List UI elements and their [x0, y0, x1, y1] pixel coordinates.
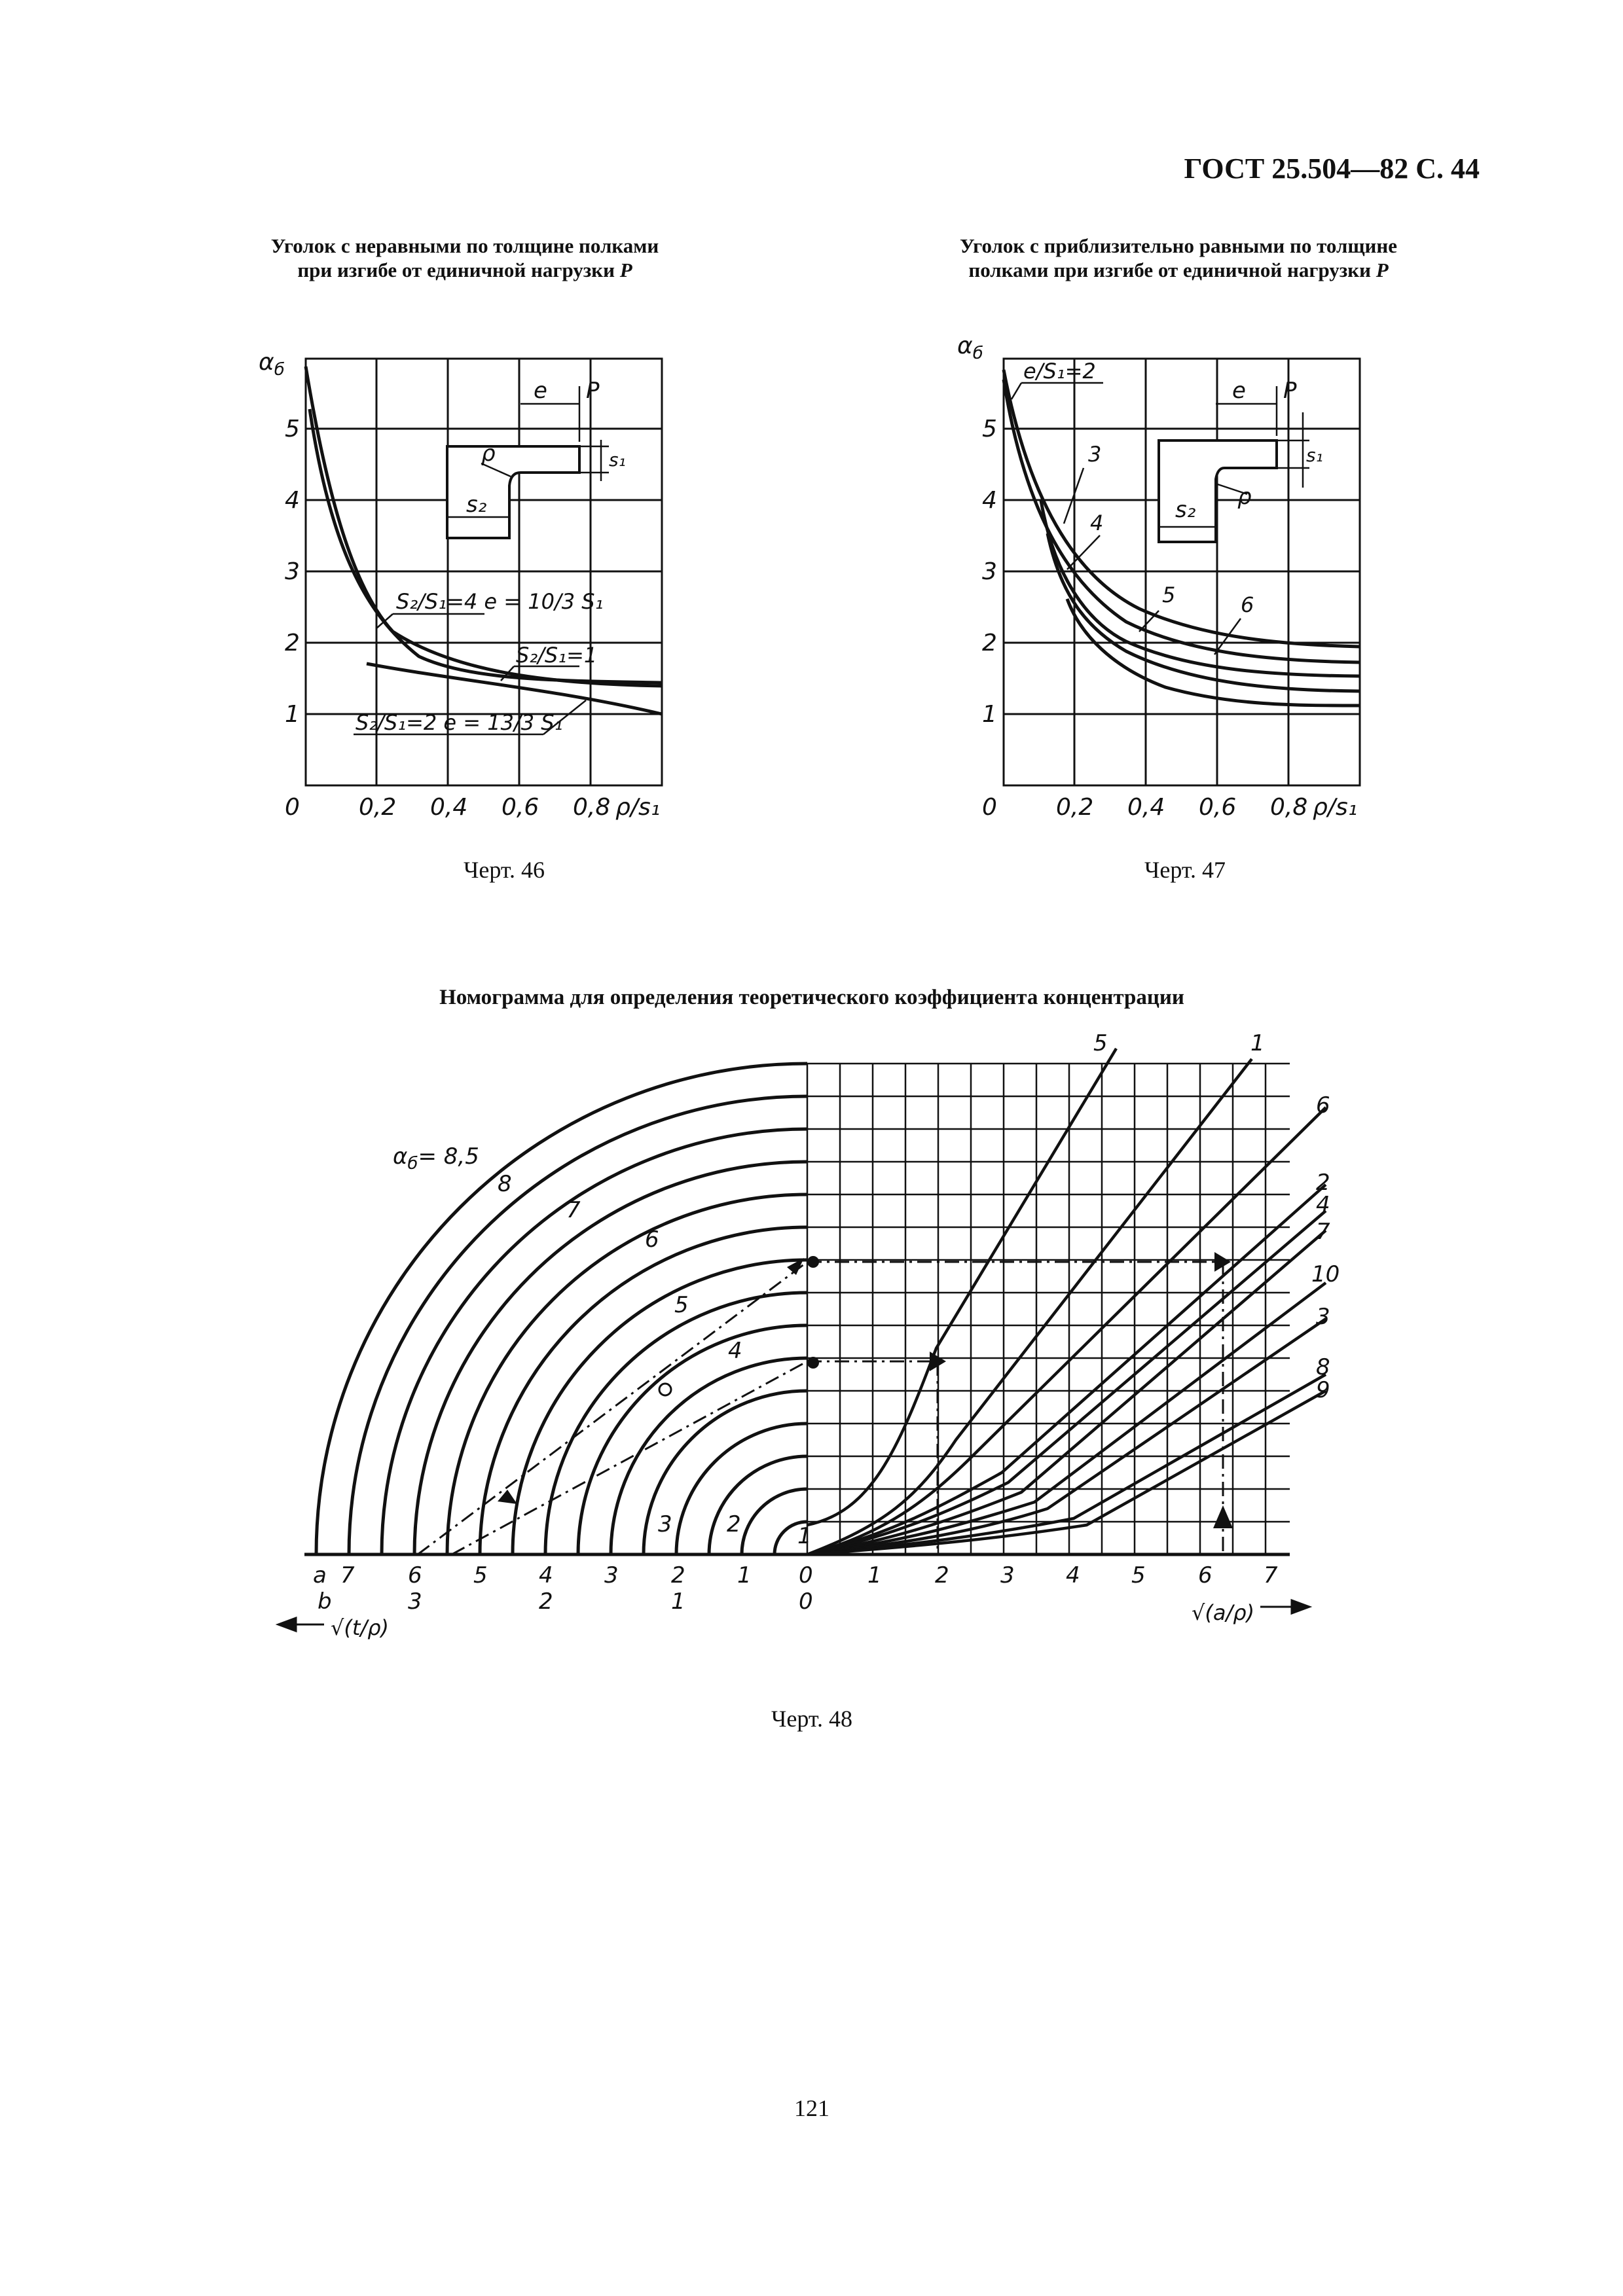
chart48-grid	[807, 1064, 1290, 1554]
chart46-y-tick-2: 2	[285, 630, 300, 656]
chart48-ray-label-8: 8	[1316, 1354, 1330, 1380]
chart48-right-3: 3	[1000, 1562, 1015, 1588]
chart47-label-5: 5	[1162, 583, 1176, 607]
chart48-ray-2	[807, 1185, 1326, 1554]
chart48-left-a-6: 6	[408, 1562, 422, 1588]
chart47-label-3: 3	[1088, 442, 1102, 467]
chart48-alpha-label: $\alpha_б= 8,5$	[393, 1143, 479, 1174]
chart48-ray-6	[807, 1107, 1326, 1554]
chart48-left-a-3: 3	[604, 1562, 619, 1588]
chart47-curve-5	[1048, 533, 1360, 691]
chart47-axis-labels	[957, 332, 1357, 821]
chart48-left-axis-label: √(t/ρ)	[331, 1615, 389, 1640]
chart48-scale-labels	[313, 1562, 1278, 1640]
chart48-left-a-1: 1	[737, 1562, 752, 1588]
chart48	[278, 1030, 1340, 1640]
chart46-inset-s2: s₂	[466, 492, 487, 518]
chart47-title-line2: полками при изгибе от единичной нагрузки P	[968, 258, 1389, 281]
chart47-x-tick-06: 0,6	[1199, 794, 1237, 821]
chart48-rays	[807, 1049, 1326, 1554]
chart47-x-tick-04: 0,4	[1127, 794, 1165, 821]
chart48-arc	[545, 1293, 807, 1554]
chart47-y-tick-2: 2	[982, 630, 997, 656]
chart48-arc-label-1: 1	[797, 1523, 812, 1549]
chart46-x-tick-02: 0,2	[359, 794, 397, 821]
chart46-inset-s1: s₁	[609, 449, 626, 471]
chart48-arc	[709, 1456, 807, 1554]
chart47	[957, 332, 1360, 821]
document-header: ГОСТ 25.504—82 С. 44	[1184, 152, 1480, 185]
chart48-left-b-0: 0	[799, 1588, 813, 1615]
chart48-arrow-5	[1213, 1505, 1233, 1528]
chart47-inset-s1: s₁	[1306, 444, 1323, 466]
chart47-label-2: e/S₁=2	[1023, 359, 1096, 384]
chart48-arc	[414, 1162, 807, 1554]
chart48-row-b-label: b	[318, 1588, 332, 1615]
chart46-x-tick-04: 0,4	[430, 794, 468, 821]
chart48-arc	[316, 1064, 807, 1554]
chart46-label-s2s1-4: S₂/S₁=4 e = 10/3 S₁	[396, 589, 604, 614]
chart46-y-tick-1: 1	[285, 701, 300, 728]
chart48-ray-label-4: 4	[1316, 1192, 1330, 1218]
chart48-left-a-5: 5	[473, 1562, 488, 1588]
chart46-inset-P: P	[586, 378, 600, 404]
chart48-arc-label-2: 2	[727, 1511, 741, 1537]
chart48-right-6: 6	[1198, 1562, 1213, 1588]
chart48-ray-label-9: 9	[1316, 1377, 1330, 1403]
chart48-right-5: 5	[1131, 1562, 1146, 1588]
chart48-labels	[393, 1030, 1340, 1549]
chart46-y-tick-4: 4	[285, 487, 300, 514]
chart48-right-2: 2	[935, 1562, 949, 1588]
chart46-caption: Черт. 46	[464, 857, 545, 883]
chart47-inset-s2: s₂	[1175, 497, 1196, 523]
chart46-x-tick-08: 0,8	[573, 794, 611, 821]
chart48-arc-label-4: 4	[728, 1338, 742, 1364]
chart48-arc-label-5: 5	[674, 1292, 689, 1318]
chart46-title-line2: при изгибе от единичной нагрузки P	[297, 258, 632, 281]
chart48-arc-label-6: 6	[645, 1227, 659, 1253]
chart48-right-1: 1	[867, 1562, 882, 1588]
chart48-open-point	[659, 1384, 671, 1395]
chart47-title-line1: Уголок с приблизительно равными по толщине	[959, 234, 1398, 257]
chart46-label-s2s1-2: S₂/S₁=2 e = 13/3 S₁	[356, 710, 563, 735]
chart46-x-tick-0: 0	[285, 794, 300, 821]
chart48-left-b-1: 1	[671, 1588, 685, 1615]
chart48-right-axis-label: √(a/ρ)	[1192, 1600, 1255, 1625]
chart46	[259, 349, 662, 821]
chart47-inset-e: e	[1232, 378, 1246, 404]
chart46-curve-s2s1-2	[367, 664, 662, 714]
chart47-x-tick-02: 0,2	[1056, 794, 1094, 821]
chart48-ray-label-7: 7	[1316, 1219, 1330, 1245]
chart47-inset-P: P	[1283, 378, 1297, 404]
chart46-inset-rho: ρ	[481, 440, 496, 467]
chart48-arcs	[316, 1064, 807, 1554]
chart48-left-a-7: 7	[340, 1562, 355, 1588]
chart46-label-s2s1-1: S₂/S₁=1	[516, 643, 598, 668]
chart46-inset-e: e	[534, 378, 547, 404]
chart48-ray-label-2: 2	[1316, 1170, 1330, 1196]
chart48-left-a-2: 2	[671, 1562, 685, 1588]
chart48-arc-label-7: 7	[566, 1197, 581, 1223]
chart48-right-4: 4	[1066, 1562, 1080, 1588]
chart48-left-a-0: 0	[799, 1562, 813, 1588]
chart48-ray-label-5: 5	[1093, 1030, 1108, 1056]
chart48-row-a-label: a	[313, 1562, 327, 1588]
chart47-y-tick-3: 3	[982, 558, 997, 585]
chart48-arc-label-3: 3	[658, 1511, 672, 1537]
chart48-caption: Черт. 48	[771, 1706, 852, 1732]
chart47-inset-rho: ρ	[1237, 484, 1252, 510]
chart46-axis-labels	[259, 349, 660, 821]
chart47-curve-labels	[1023, 359, 1254, 617]
chart47-caption: Черт. 47	[1144, 857, 1226, 883]
chart46-title-line1: Уголок с неравными по толщине полками	[270, 234, 659, 257]
chart48-left-a-4: 4	[539, 1562, 553, 1588]
chart48-ray-label-3: 3	[1316, 1304, 1330, 1330]
chart48-arc	[382, 1129, 807, 1554]
chart47-y-axis-label: $\alpha_б$	[957, 332, 983, 363]
chart48-ray-label-6: 6	[1316, 1092, 1330, 1119]
chart48-arc	[513, 1260, 807, 1554]
chart48-point-alpha4	[807, 1357, 819, 1369]
chart46-curves	[306, 367, 662, 714]
chart47-x-tick-08: 0,8	[1270, 794, 1308, 821]
chart48-left-b-2: 2	[539, 1588, 553, 1615]
chart47-y-tick-5: 5	[982, 416, 997, 442]
chart48-ray-label-1: 1	[1250, 1030, 1265, 1056]
page-number: 121	[794, 2095, 830, 2121]
chart48-arc-label-8: 8	[498, 1171, 512, 1197]
chart47-y-tick-1: 1	[982, 701, 997, 728]
chart47-x-tick-0: 0	[982, 794, 997, 821]
chart46-x-axis-label: ρ/s₁	[615, 794, 661, 821]
chart48-arc	[676, 1424, 807, 1554]
chart46-y-tick-5: 5	[285, 416, 300, 442]
chart48-title: Номограмма для определения теоретического коэффициента концентрации	[439, 986, 1184, 1009]
chart48-ray-label-10: 10	[1311, 1261, 1340, 1287]
chart48-right-7: 7	[1264, 1562, 1278, 1588]
chart46-x-tick-06: 0,6	[501, 794, 539, 821]
chart47-x-axis-label: ρ/s₁	[1313, 794, 1358, 821]
chart47-label-6: 6	[1241, 592, 1254, 617]
chart48-point-alpha6	[807, 1256, 819, 1268]
chart46-y-axis-label: $\alpha_б$	[259, 349, 285, 380]
chart47-label-4: 4	[1090, 511, 1104, 535]
chart46-y-tick-3: 3	[285, 558, 300, 585]
chart47-y-tick-4: 4	[982, 487, 997, 514]
chart48-left-b-3: 3	[408, 1588, 422, 1615]
chart48-axis-arrows	[278, 1600, 1309, 1631]
